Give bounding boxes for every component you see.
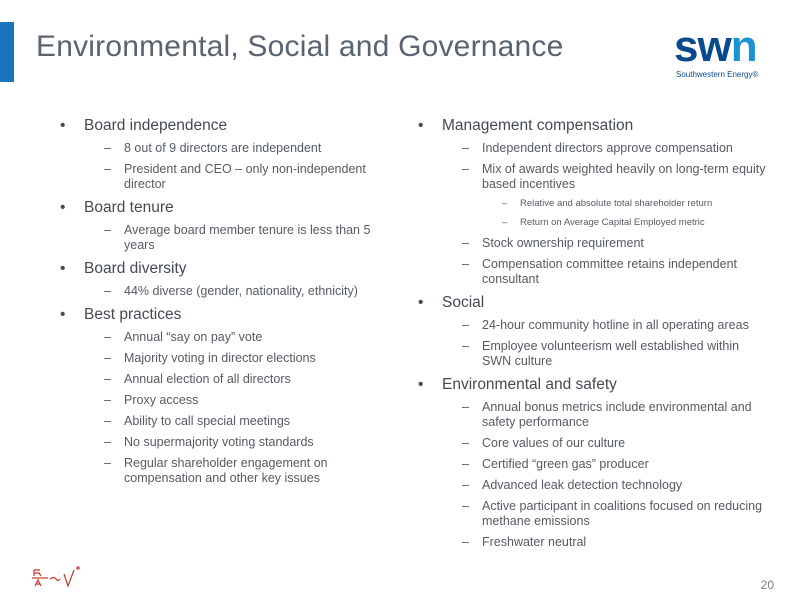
bullet-marker: •: [60, 199, 66, 216]
bullet-item: [58, 456, 378, 486]
bullet-item: [416, 535, 768, 550]
bullet-text: Regular shareholder engagement on compensation and other key issues: [124, 456, 328, 485]
bullet-text: Proxy access: [124, 393, 199, 407]
bullet-text: Relative and absolute total shareholder return: [520, 198, 713, 209]
bullet-marker: –: [502, 217, 508, 228]
title-accent-bar: [0, 22, 14, 82]
bullet-text: Annual election of all directors: [124, 372, 291, 386]
bullet-text: 8 out of 9 directors are independent: [124, 141, 322, 155]
bullet-marker: •: [60, 306, 66, 323]
page-number: 20: [760, 578, 774, 592]
bullet-text: Annual bonus metrics include environmental and safety performance: [482, 400, 752, 429]
bullet-marker: –: [462, 257, 469, 271]
bullet-text: Best practices: [84, 306, 182, 323]
bullet-marker: •: [418, 376, 424, 393]
bullet-text: Compensation committee retains independent consultant: [482, 257, 738, 286]
sub-bullet-item: [416, 198, 768, 210]
bullet-text: Mix of awards weighted heavily on long-term equity based incentives: [482, 162, 766, 191]
bullet-item: [58, 223, 378, 253]
bullet-marker: –: [104, 414, 111, 428]
bullet-text: Board independence: [84, 117, 228, 134]
bullet-marker: –: [462, 339, 469, 353]
bullet-item: [416, 162, 768, 192]
bullet-heading: [58, 259, 378, 278]
bullet-text: Board tenure: [84, 199, 174, 216]
bullet-marker: –: [104, 372, 111, 386]
bullet-item: [416, 141, 768, 156]
swn-logo: [668, 22, 778, 80]
bullet-text: No supermajority voting standards: [124, 435, 314, 449]
bullet-marker: –: [462, 436, 469, 450]
bullet-heading: [58, 198, 378, 217]
bullet-item: [58, 284, 378, 299]
bullet-marker: –: [462, 535, 469, 549]
bullet-marker: –: [104, 351, 111, 365]
bullet-marker: •: [60, 117, 66, 134]
bullet-text: Environmental and safety: [442, 376, 617, 393]
bullet-item: [416, 478, 768, 493]
bullet-item: [416, 236, 768, 251]
bullet-marker: –: [462, 499, 469, 513]
bullet-marker: –: [104, 393, 111, 407]
bullet-text: Management compensation: [442, 117, 634, 134]
swn-logo-letters: swn: [674, 22, 757, 71]
bullet-marker: –: [462, 457, 469, 471]
bullet-marker: •: [418, 117, 424, 134]
footer-logo: [30, 562, 90, 592]
bullet-item: [416, 339, 768, 369]
bullet-marker: –: [462, 400, 469, 414]
bullet-text: Active participant in coalitions focused on reducing methane emissions: [482, 499, 763, 528]
bullet-marker: –: [462, 162, 469, 176]
bullet-item: [58, 372, 378, 387]
bullet-text: Independent directors approve compensation: [482, 141, 733, 155]
bullet-marker: –: [462, 318, 469, 332]
bullet-text: Core values of our culture: [482, 436, 626, 450]
bullet-text: 44% diverse (gender, nationality, ethnicity): [124, 284, 358, 298]
bullet-text: Average board member tenure is less than 5 years: [124, 223, 371, 252]
bullet-item: [58, 141, 378, 156]
bullet-item: [416, 499, 768, 529]
bullet-marker: –: [104, 435, 111, 449]
bullet-marker: –: [104, 141, 111, 155]
bullet-marker: –: [462, 478, 469, 492]
bullet-item: [58, 435, 378, 450]
bullet-marker: –: [104, 330, 111, 344]
swn-logo-tagline: Southwestern Energy®: [676, 70, 759, 79]
bullet-heading: [58, 116, 378, 135]
bullet-item: [416, 257, 768, 287]
bullet-marker: –: [104, 456, 111, 470]
right-column: [416, 116, 768, 556]
bullet-text: Advanced leak detection technology: [482, 478, 683, 492]
bullet-text: Employee volunteerism well established within SWN culture: [482, 339, 740, 368]
bullet-item: [416, 400, 768, 430]
bullet-item: [58, 393, 378, 408]
bullet-marker: –: [104, 162, 111, 176]
page-title: Environmental, Social and Governance: [36, 30, 564, 63]
bullet-text: Board diversity: [84, 260, 187, 277]
bullet-marker: •: [418, 294, 424, 311]
bullet-text: Stock ownership requirement: [482, 236, 644, 250]
bullet-item: [58, 330, 378, 345]
bullet-item: [58, 162, 378, 192]
bullet-heading: [416, 375, 768, 394]
bullet-marker: –: [462, 236, 469, 250]
bullet-item: [58, 414, 378, 429]
bullet-text: 24-hour community hotline in all operating areas: [482, 318, 749, 332]
bullet-heading: [58, 305, 378, 324]
bullet-marker: –: [502, 198, 508, 209]
bullet-marker: •: [60, 260, 66, 277]
bullet-text: Annual “say on pay” vote: [124, 330, 263, 344]
bullet-marker: –: [104, 284, 111, 298]
bullet-text: Social: [442, 294, 485, 311]
bullet-text: Ability to call special meetings: [124, 414, 291, 428]
bullet-text: Majority voting in director elections: [124, 351, 316, 365]
bullet-item: [416, 457, 768, 472]
bullet-marker: –: [462, 141, 469, 155]
bullet-heading: [416, 293, 768, 312]
left-column: [58, 116, 378, 492]
bullet-heading: [416, 116, 768, 135]
bullet-text: President and CEO – only non-independent director: [124, 162, 366, 191]
bullet-item: [416, 436, 768, 451]
bullet-item: [58, 351, 378, 366]
sub-bullet-item: [416, 217, 768, 229]
bullet-text: Freshwater neutral: [482, 535, 587, 549]
bullet-text: Return on Average Capital Employed metric: [520, 217, 705, 228]
bullet-item: [416, 318, 768, 333]
bullet-text: Certified “green gas” producer: [482, 457, 649, 471]
bullet-marker: –: [104, 223, 111, 237]
